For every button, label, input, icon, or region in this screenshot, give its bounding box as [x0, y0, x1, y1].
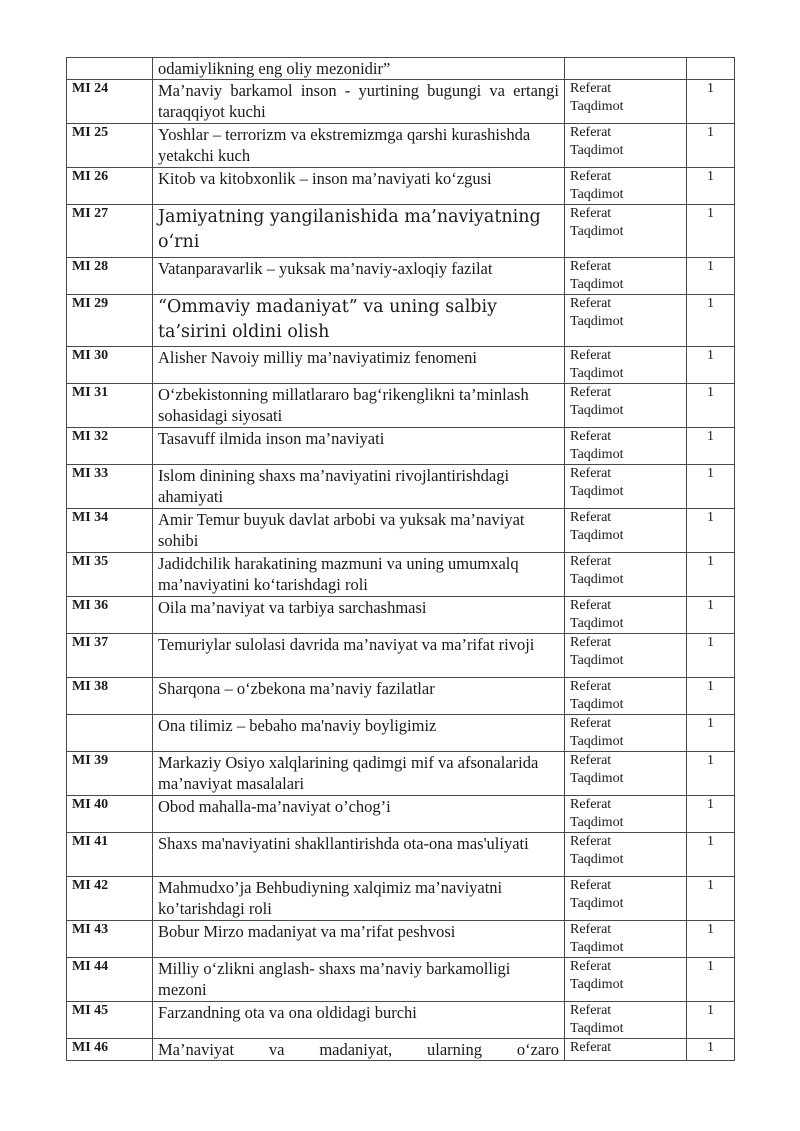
- table-row: [67, 384, 735, 428]
- row-topic: Tasavuff ilmida inson ma’naviyati: [153, 428, 565, 465]
- row-hours: 1: [687, 384, 735, 428]
- row-hours: 1: [687, 715, 735, 752]
- table-row: [67, 465, 735, 509]
- row-code: MI 38: [67, 678, 153, 715]
- form-taqdimot: Taqdimot: [570, 99, 624, 114]
- row-hours: 1: [687, 168, 735, 205]
- table-row: [67, 428, 735, 465]
- row-hours: [687, 58, 735, 80]
- row-form: [565, 877, 687, 921]
- row-form: [565, 634, 687, 678]
- row-topic: Temuriylar sulolasi davrida ma’naviyat va ma’rifat rivoji: [153, 634, 565, 678]
- row-topic: Obod mahalla-ma’naviyat o’chog’i: [153, 796, 565, 833]
- table-row: [67, 1039, 735, 1061]
- row-hours: 1: [687, 258, 735, 295]
- row-topic: Kitob va kitobxonlik – inson ma’naviyati ko‘zgusi: [153, 168, 565, 205]
- form-taqdimot: Taqdimot: [570, 572, 624, 587]
- row-topic: Sharqona – o‘zbekona ma’naviy fazilatlar: [153, 678, 565, 715]
- table-row: [67, 58, 735, 80]
- row-topic: Amir Temur buyuk davlat arbobi va yuksak ma’naviyat sohibi: [153, 509, 565, 553]
- row-hours: 1: [687, 347, 735, 384]
- table-row: [67, 509, 735, 553]
- row-code: [67, 715, 153, 752]
- row-hours: 1: [687, 1002, 735, 1039]
- form-taqdimot: Taqdimot: [570, 815, 624, 830]
- row-code: MI 44: [67, 958, 153, 1002]
- row-topic: Milliy o‘zlikni anglash- shaxs ma’naviy barkamolligi mezoni: [153, 958, 565, 1002]
- row-form: [565, 796, 687, 833]
- table-row: [67, 124, 735, 168]
- form-referat: Referat: [570, 1003, 612, 1018]
- form-referat: Referat: [570, 206, 612, 221]
- row-code: MI 37: [67, 634, 153, 678]
- row-code: MI 24: [67, 80, 153, 124]
- row-hours: 1: [687, 597, 735, 634]
- form-taqdimot: Taqdimot: [570, 616, 624, 631]
- form-taqdimot: Taqdimot: [570, 447, 624, 462]
- row-form: [565, 553, 687, 597]
- form-referat: Referat: [570, 510, 612, 525]
- table-row: [67, 877, 735, 921]
- row-code: MI 36: [67, 597, 153, 634]
- form-referat: Referat: [570, 429, 612, 444]
- form-taqdimot: Taqdimot: [570, 528, 624, 543]
- row-code: [67, 58, 153, 80]
- form-taqdimot: Taqdimot: [570, 277, 624, 292]
- row-code: MI 25: [67, 124, 153, 168]
- form-referat: Referat: [570, 385, 612, 400]
- row-hours: 1: [687, 752, 735, 796]
- row-topic: Markaziy Osiyo xalqlarining qadimgi mif va afsonalarida ma’naviyat masalalari: [153, 752, 565, 796]
- row-code: MI 39: [67, 752, 153, 796]
- table-row: [67, 958, 735, 1002]
- row-topic: Farzandning ota va ona oldidagi burchi: [153, 1002, 565, 1039]
- row-form: [565, 80, 687, 124]
- form-taqdimot: Taqdimot: [570, 977, 624, 992]
- form-referat: Referat: [570, 878, 612, 893]
- table-row: [67, 205, 735, 258]
- form-referat: Referat: [570, 296, 612, 311]
- row-code: MI 27: [67, 205, 153, 258]
- row-code: MI 43: [67, 921, 153, 958]
- row-code: MI 35: [67, 553, 153, 597]
- table-row: [67, 347, 735, 384]
- row-code: MI 30: [67, 347, 153, 384]
- row-topic: Yoshlar – terrorizm va ekstremizmga qarshi kurashishda yetakchi kuch: [153, 124, 565, 168]
- row-hours: 1: [687, 678, 735, 715]
- row-form: [565, 678, 687, 715]
- form-taqdimot: Taqdimot: [570, 143, 624, 158]
- row-topic: Ma’naviyat va madaniyat, ularning o‘zaro: [153, 1039, 565, 1061]
- row-topic: Oila ma’naviyat va tarbiya sarchashmasi: [153, 597, 565, 634]
- form-referat: Referat: [570, 753, 612, 768]
- table-row: [67, 553, 735, 597]
- row-form: [565, 428, 687, 465]
- row-code: MI 42: [67, 877, 153, 921]
- table-row: [67, 715, 735, 752]
- table-row: [67, 258, 735, 295]
- topics-table: [66, 57, 735, 1061]
- form-referat: Referat: [570, 554, 612, 569]
- row-form: [565, 205, 687, 258]
- row-code: MI 26: [67, 168, 153, 205]
- row-code: MI 46: [67, 1039, 153, 1061]
- row-hours: 1: [687, 124, 735, 168]
- row-topic: Alisher Navoiy milliy ma’naviyatimiz fenomeni: [153, 347, 565, 384]
- form-referat: Referat: [570, 125, 612, 140]
- form-referat: Referat: [570, 716, 612, 731]
- row-topic: Shaxs ma'naviyatini shakllantirishda ota-ona mas'uliyati: [153, 833, 565, 877]
- table-row: [67, 921, 735, 958]
- form-referat: Referat: [570, 598, 612, 613]
- row-form: [565, 958, 687, 1002]
- form-taqdimot: Taqdimot: [570, 896, 624, 911]
- form-referat: Referat: [570, 348, 612, 363]
- row-code: MI 33: [67, 465, 153, 509]
- form-referat: Referat: [570, 81, 612, 96]
- form-taqdimot: Taqdimot: [570, 734, 624, 749]
- table-row: [67, 796, 735, 833]
- form-taqdimot: Taqdimot: [570, 366, 624, 381]
- row-hours: 1: [687, 465, 735, 509]
- row-code: MI 31: [67, 384, 153, 428]
- row-topic: Bobur Mirzo madaniyat va ma’rifat peshvosi: [153, 921, 565, 958]
- table-row: [67, 833, 735, 877]
- row-form: [565, 295, 687, 347]
- row-hours: 1: [687, 634, 735, 678]
- form-taqdimot: Taqdimot: [570, 1021, 624, 1036]
- row-topic: Mahmudxo’ja Behbudiyning xalqimiz ma’naviyatni ko’tarishdagi roli: [153, 877, 565, 921]
- row-code: MI 32: [67, 428, 153, 465]
- row-hours: 1: [687, 295, 735, 347]
- row-form: [565, 1002, 687, 1039]
- row-topic: Jamiyatning yangilanishida ma’naviyatning o‘rni: [153, 205, 565, 258]
- table-row: [67, 597, 735, 634]
- row-hours: 1: [687, 509, 735, 553]
- row-topic: Vatanparavarlik – yuksak ma’naviy-axloqiy fazilat: [153, 258, 565, 295]
- row-hours: 1: [687, 921, 735, 958]
- form-referat: Referat: [570, 679, 612, 694]
- row-form: [565, 509, 687, 553]
- table-row: [67, 752, 735, 796]
- row-hours: 1: [687, 205, 735, 258]
- form-taqdimot: Taqdimot: [570, 940, 624, 955]
- row-hours: 1: [687, 428, 735, 465]
- form-taqdimot: Taqdimot: [570, 852, 624, 867]
- row-hours: 1: [687, 833, 735, 877]
- row-form: [565, 347, 687, 384]
- table-row: [67, 295, 735, 347]
- form-taqdimot: Taqdimot: [570, 314, 624, 329]
- form-referat: Referat: [570, 169, 612, 184]
- row-topic: Jadidchilik harakatining mazmuni va uning umumxalq ma’naviyatini ko‘tarishdagi roli: [153, 553, 565, 597]
- form-taqdimot: Taqdimot: [570, 653, 624, 668]
- row-form: [565, 921, 687, 958]
- form-taqdimot: Taqdimot: [570, 187, 624, 202]
- table-row: [67, 1002, 735, 1039]
- row-topic: O‘zbekistonning millatlararo bag‘rikenglikni ta’minlash sohasidagi siyosati: [153, 384, 565, 428]
- form-referat: Referat: [570, 959, 612, 974]
- form-referat: Referat: [570, 797, 612, 812]
- form-referat: Referat: [570, 635, 612, 650]
- row-hours: 1: [687, 553, 735, 597]
- form-taqdimot: Taqdimot: [570, 771, 624, 786]
- row-form: [565, 124, 687, 168]
- form-taqdimot: Taqdimot: [570, 697, 624, 712]
- form-taqdimot: Taqdimot: [570, 484, 624, 499]
- row-form: [565, 833, 687, 877]
- form-taqdimot: Taqdimot: [570, 224, 624, 239]
- form-referat: Referat: [570, 834, 612, 849]
- table-row: [67, 678, 735, 715]
- row-form: [565, 168, 687, 205]
- form-referat: Referat: [570, 922, 612, 937]
- row-code: MI 34: [67, 509, 153, 553]
- row-form: [565, 258, 687, 295]
- row-topic: Ma’naviy barkamol inson - yurtining bugungi va ertangi taraqqiyot kuchi: [153, 80, 565, 124]
- row-code: MI 29: [67, 295, 153, 347]
- row-form: [565, 465, 687, 509]
- row-topic: odamiylikning eng oliy mezonidir”: [153, 58, 565, 80]
- form-referat: Referat: [570, 1040, 612, 1055]
- form-referat: Referat: [570, 259, 612, 274]
- table-row: [67, 168, 735, 205]
- row-code: MI 28: [67, 258, 153, 295]
- form-referat: Referat: [570, 466, 612, 481]
- row-hours: 1: [687, 80, 735, 124]
- table-row: [67, 634, 735, 678]
- row-form: [565, 715, 687, 752]
- row-form: [565, 597, 687, 634]
- row-form: [565, 58, 687, 80]
- row-hours: 1: [687, 796, 735, 833]
- row-form: [565, 752, 687, 796]
- row-hours: 1: [687, 1039, 735, 1061]
- row-code: MI 45: [67, 1002, 153, 1039]
- row-hours: 1: [687, 958, 735, 1002]
- row-code: MI 41: [67, 833, 153, 877]
- form-taqdimot: Taqdimot: [570, 403, 624, 418]
- row-form: [565, 384, 687, 428]
- table-row: [67, 80, 735, 124]
- row-topic: Islom dinining shaxs ma’naviyatini rivojlantirishdagi ahamiyati: [153, 465, 565, 509]
- row-hours: 1: [687, 877, 735, 921]
- row-form: [565, 1039, 687, 1061]
- row-code: MI 40: [67, 796, 153, 833]
- row-topic: Ona tilimiz – bebaho ma'naviy boyligimiz: [153, 715, 565, 752]
- row-topic: “Ommaviy madaniyat” va uning salbiy ta’sirini oldini olish: [153, 295, 565, 347]
